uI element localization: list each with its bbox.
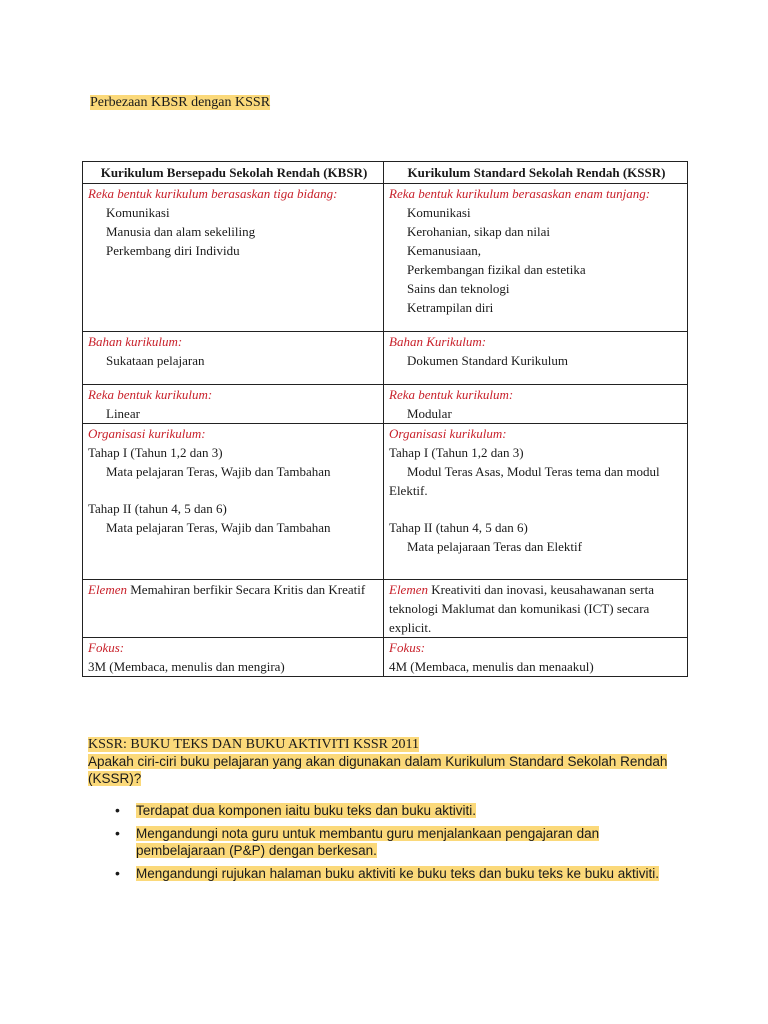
bullet-icon: • [115,802,120,818]
textbook-section [88,736,688,787]
list-item: • Mengandungi nota guru untuk membantu guru menjalankaan pengajaran dan pembelajaraan (P&P) dengan berkesan. [115,825,600,858]
list-item: Sains dan teknologi [407,281,510,296]
table-header-row [83,162,688,184]
tahap-1-label: Tahap I (Tahun 1,2 dan 3) [88,445,223,460]
cell-label: Bahan Kurikulum: [389,334,487,349]
page-title: Perbezaan KBSR dengan KSSR [90,95,271,110]
list-item: Linear [106,406,140,421]
list-item: Kerohanian, sikap dan nilai [407,224,550,239]
bullet-icon: • [115,865,120,881]
section-heading: KSSR: BUKU TEKS DAN BUKU AKTIVITI KSSR 2011 [88,737,419,752]
kbsr-element-cell [83,580,384,638]
list-item: Dokumen Standard Kurikulum [407,353,569,368]
table-row [83,424,688,580]
tahap-2-label: Tahap II (tahun 4, 5 dan 6) [88,501,227,516]
kssr-design-cell [384,184,688,332]
feature-list [88,802,668,888]
cell-label: Fokus: [88,640,125,655]
list-item: • Terdapat dua komponen iaitu buku teks dan buku aktiviti. [115,802,476,818]
cell-label: Organisasi kurikulum: [389,426,507,441]
list-item: Komunikasi [106,205,170,220]
cell-label: Elemen [389,582,428,597]
kbsr-design-cell [83,184,384,332]
spacer [389,500,684,518]
list-item: Perkembangan fizikal dan estetika [407,262,586,277]
table-row [83,638,688,677]
header-kbsr: Kurikulum Bersepadu Sekolah Rendah (KBSR) [83,162,384,184]
table-row [83,332,688,385]
tahap-2-label: Tahap II (tahun 4, 5 dan 6) [389,520,528,535]
tahap-1-label: Tahap I (Tahun 1,2 dan 3) [389,445,524,460]
cell-label: Bahan kurikulum: [88,334,183,349]
cell-text: 3M (Membaca, menulis dan mengira) [88,659,285,674]
header-kssr: Kurikulum Standard Sekolah Rendah (KSSR) [384,162,688,184]
list-item: Manusia dan alam sekeliling [106,224,256,239]
cell-text: 4M (Membaca, menulis dan menaakul) [389,659,594,674]
list-item: • Mengandungi rujukan halaman buku aktiviti ke buku teks dan buku teks ke buku aktiviti. [115,865,660,881]
kssr-organisation-cell [384,424,688,580]
cell-label: Elemen [88,582,127,597]
kbsr-organisation-cell [83,424,384,580]
kbsr-material-cell [83,332,384,385]
cell-text: Kreativiti dan inovasi, keusahawanan serta teknologi Maklumat dan komunikasi (ICT) secara explicit. [389,582,654,635]
cell-label: Reka bentuk kurikulum: [389,387,514,402]
table-row [83,580,688,638]
kbsr-focus-cell [83,638,384,677]
tahap-2-detail: Mata pelajaran Teras, Wajib dan Tambahan [106,520,331,535]
kssr-element-cell [384,580,688,638]
list-item: Perkembang diri Individu [106,243,240,258]
bullet-icon: • [115,825,120,841]
kssr-material-cell [384,332,688,385]
kbsr-structure-cell [83,385,384,424]
list-item: Sukataan pelajaran [106,353,205,368]
kssr-structure-cell [384,385,688,424]
tahap-2-detail: Mata pelajaraan Teras dan Elektif [407,539,582,554]
list-item: Modular [407,406,452,421]
tahap-1-detail: Mata pelajaran Teras, Wajib dan Tambahan [106,464,331,479]
list-item: Kemanusiaan, [407,243,482,258]
spacer [88,481,380,499]
kssr-focus-cell [384,638,688,677]
cell-label: Reka bentuk kurikulum berasaskan tiga bidang: [88,186,338,201]
cell-label: Organisasi kurikulum: [88,426,206,441]
comparison-table [82,161,688,677]
cell-label: Fokus: [389,640,426,655]
cell-label: Reka bentuk kurikulum: [88,387,213,402]
section-question: Apakah ciri-ciri buku pelajaran yang akan digunakan dalam Kurikulum Standard Sekolah Rendah (KSSR)? [88,754,668,786]
list-item: Ketrampilan diri [407,300,494,315]
table-row [83,385,688,424]
cell-text: Memahiran berfikir Secara Kritis dan Kreatif [130,582,366,597]
cell-label: Reka bentuk kurikulum berasaskan enam tunjang: [389,186,651,201]
list-item: Komunikasi [407,205,471,220]
table-row [83,184,688,332]
tahap-1-detail: Modul Teras Asas, Modul Teras tema dan modul Elektif. [389,464,660,498]
